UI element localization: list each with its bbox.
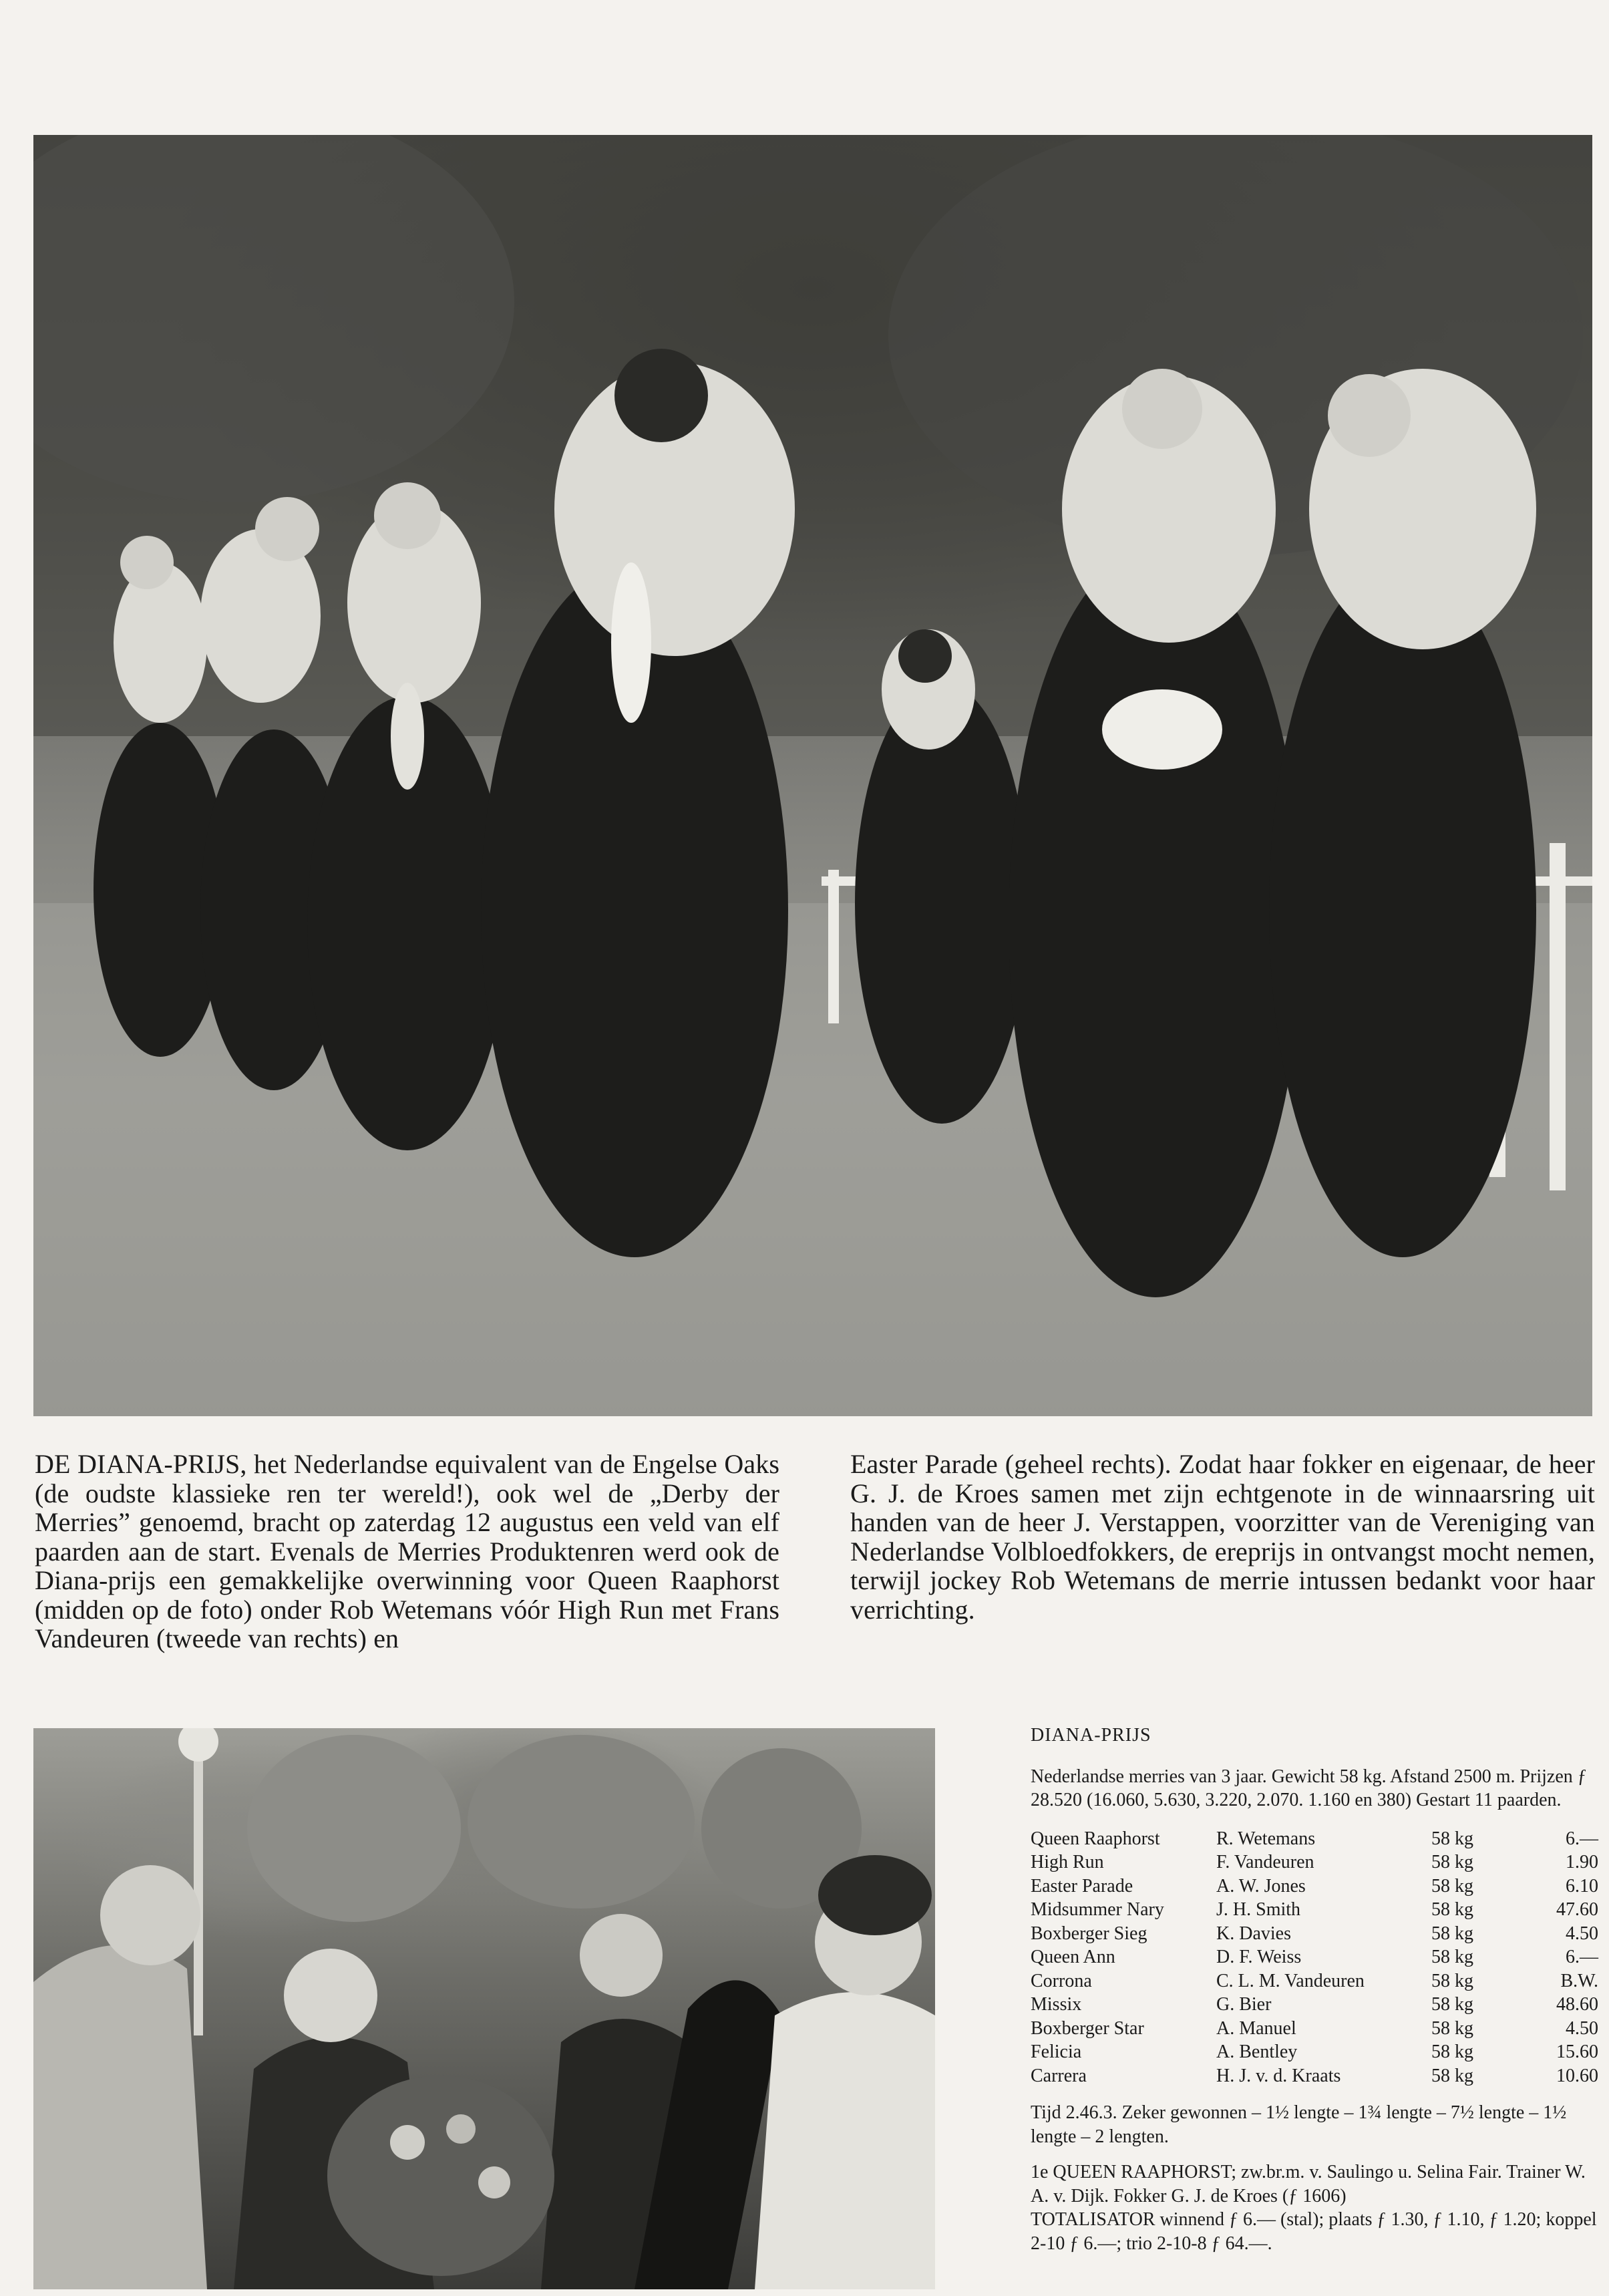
jockey-name: F. Vandeuren — [1216, 1852, 1314, 1872]
race-title: DIANA-PRIJS — [1031, 1725, 1151, 1746]
jockey-name: A. Bentley — [1216, 2041, 1298, 2062]
weight-value: 58 kg — [1431, 1852, 1473, 1872]
table-row — [1031, 1898, 1598, 1922]
horse-name: Queen Raaphorst — [1031, 1828, 1160, 1849]
odds-value: 10.60 — [1556, 2065, 1598, 2086]
weight-value: 58 kg — [1431, 1970, 1473, 1991]
weight-value: 58 kg — [1431, 2041, 1473, 2062]
odds-value: 4.50 — [1566, 1923, 1598, 1944]
horse-name: Boxberger Star — [1031, 2017, 1144, 2039]
table-row — [1031, 1850, 1598, 1874]
horse-name: Easter Parade — [1031, 1875, 1133, 1897]
table-row — [1031, 1945, 1598, 1969]
ceremony-photo — [33, 1728, 935, 2289]
article-lead: DE DIANA-PRIJS, — [35, 1449, 247, 1479]
table-row — [1031, 2064, 1598, 2088]
race-photo-illustration — [33, 135, 1592, 1416]
odds-value: 6.10 — [1566, 1875, 1598, 1897]
jockey-name: G. Bier — [1216, 1994, 1272, 2015]
odds-value: 6.— — [1566, 1828, 1598, 1849]
jockey-name: D. F. Weiss — [1216, 1947, 1302, 1967]
race-time-margins: Tijd 2.46.3. Zeker gewonnen – 1½ lengte – 1¾ lengte – 7½ lengte – 1½ lengte – 2 lengten. — [1031, 2102, 1567, 2147]
table-row — [1031, 1827, 1598, 1851]
jockey-name: R. Wetemans — [1216, 1828, 1316, 1849]
weight-value: 58 kg — [1431, 1875, 1473, 1897]
article-text-left — [35, 1450, 779, 1653]
weight-value: 58 kg — [1431, 1923, 1473, 1944]
horse-name: Missix — [1031, 1994, 1082, 2015]
horse-name: Midsummer Nary — [1031, 1899, 1164, 1920]
table-row — [1031, 1874, 1598, 1899]
odds-value: 15.60 — [1556, 2041, 1598, 2062]
weight-value: 58 kg — [1431, 1899, 1473, 1920]
horse-name: Corrona — [1031, 1970, 1092, 1991]
table-row — [1031, 1922, 1598, 1946]
horse-name: Felicia — [1031, 2041, 1082, 2062]
jockey-name: C. L. M. Vandeuren — [1216, 1970, 1365, 1991]
totalisator: TOTALISATOR winnend ƒ 6.— (stal); plaats ƒ 1.30, ƒ 1.10, ƒ 1.20; koppel 2-10 ƒ 6.—; trio 2-10-8 ƒ 64.—. — [1031, 2209, 1597, 2254]
table-row — [1031, 1969, 1598, 1993]
article-paragraph-right: Easter Parade (geheel rechts). Zodat haar fokker en eigenaar, de heer G. J. de Kroes samen met zijn echtgenote in de winnaarsring uit handen van de heer J. Verstappen, voorzitter van de Vereniging van Nederlandse Volbloedfokkers, de ereprijs in ontvangst mocht nemen, terwijl jockey Rob Wetemans de merrie intussen bedankt voor haar verrichting. — [850, 1449, 1595, 1625]
jockey-name: K. Davies — [1216, 1923, 1291, 1944]
odds-value: B.W. — [1560, 1970, 1598, 1991]
winner-info: 1e QUEEN RAAPHORST; zw.br.m. v. Saulingo u. Selina Fair. Trainer W. A. v. Dijk. Fokker G. J. de Kroes (ƒ 1606) — [1031, 2162, 1586, 2206]
odds-value: 4.50 — [1566, 2017, 1598, 2039]
weight-value: 58 kg — [1431, 1994, 1473, 2015]
odds-value: 47.60 — [1556, 1899, 1598, 1920]
race-conditions: Nederlandse merries van 3 jaar. Gewicht 58 kg. Afstand 2500 m. Prijzen ƒ 28.520 (16.060, 5.630, 3.220, 2.070. 1.160 en 380) Gestart 11 paarden. — [1031, 1766, 1587, 1810]
jockey-name: J. H. Smith — [1216, 1899, 1301, 1920]
ceremony-photo-illustration — [33, 1728, 935, 2289]
race-result-panel — [1031, 1724, 1598, 2255]
article-text-right — [850, 1450, 1595, 1624]
table-row — [1031, 2040, 1598, 2064]
race-photo — [33, 135, 1592, 1416]
weight-value: 58 kg — [1431, 1828, 1473, 1849]
odds-value: 48.60 — [1556, 1994, 1598, 2015]
table-row — [1031, 1993, 1598, 2017]
weight-value: 58 kg — [1431, 2065, 1473, 2086]
horse-name: Carrera — [1031, 2065, 1087, 2086]
jockey-name: A. W. Jones — [1216, 1875, 1306, 1897]
odds-value: 1.90 — [1566, 1852, 1598, 1872]
article-paragraph-left: het Nederlandse equivalent van de Engelse Oaks (de oudste klassieke ren ter wereld!), ook wel de „Derby der Merries” genoemd, bracht op zaterdag 12 augustus een veld van elf paarden aan de start. Evenals de Merries Produktenren werd ook de Diana-prijs een gemakkelijke overwinning voor Queen Raaphorst (midden op de foto) onder Rob Wetemans vóór High Run met Frans Vandeuren (tweede van rechts) en — [35, 1449, 779, 1653]
results-table — [1031, 1827, 1598, 2088]
weight-value: 58 kg — [1431, 1947, 1473, 1967]
horse-name: High Run — [1031, 1852, 1104, 1872]
horse-name: Boxberger Sieg — [1031, 1923, 1147, 1944]
jockey-name: H. J. v. d. Kraats — [1216, 2065, 1341, 2086]
table-row — [1031, 2017, 1598, 2041]
horse-name: Queen Ann — [1031, 1947, 1115, 1967]
jockey-name: A. Manuel — [1216, 2017, 1296, 2039]
weight-value: 58 kg — [1431, 2017, 1473, 2039]
odds-value: 6.— — [1566, 1947, 1598, 1967]
